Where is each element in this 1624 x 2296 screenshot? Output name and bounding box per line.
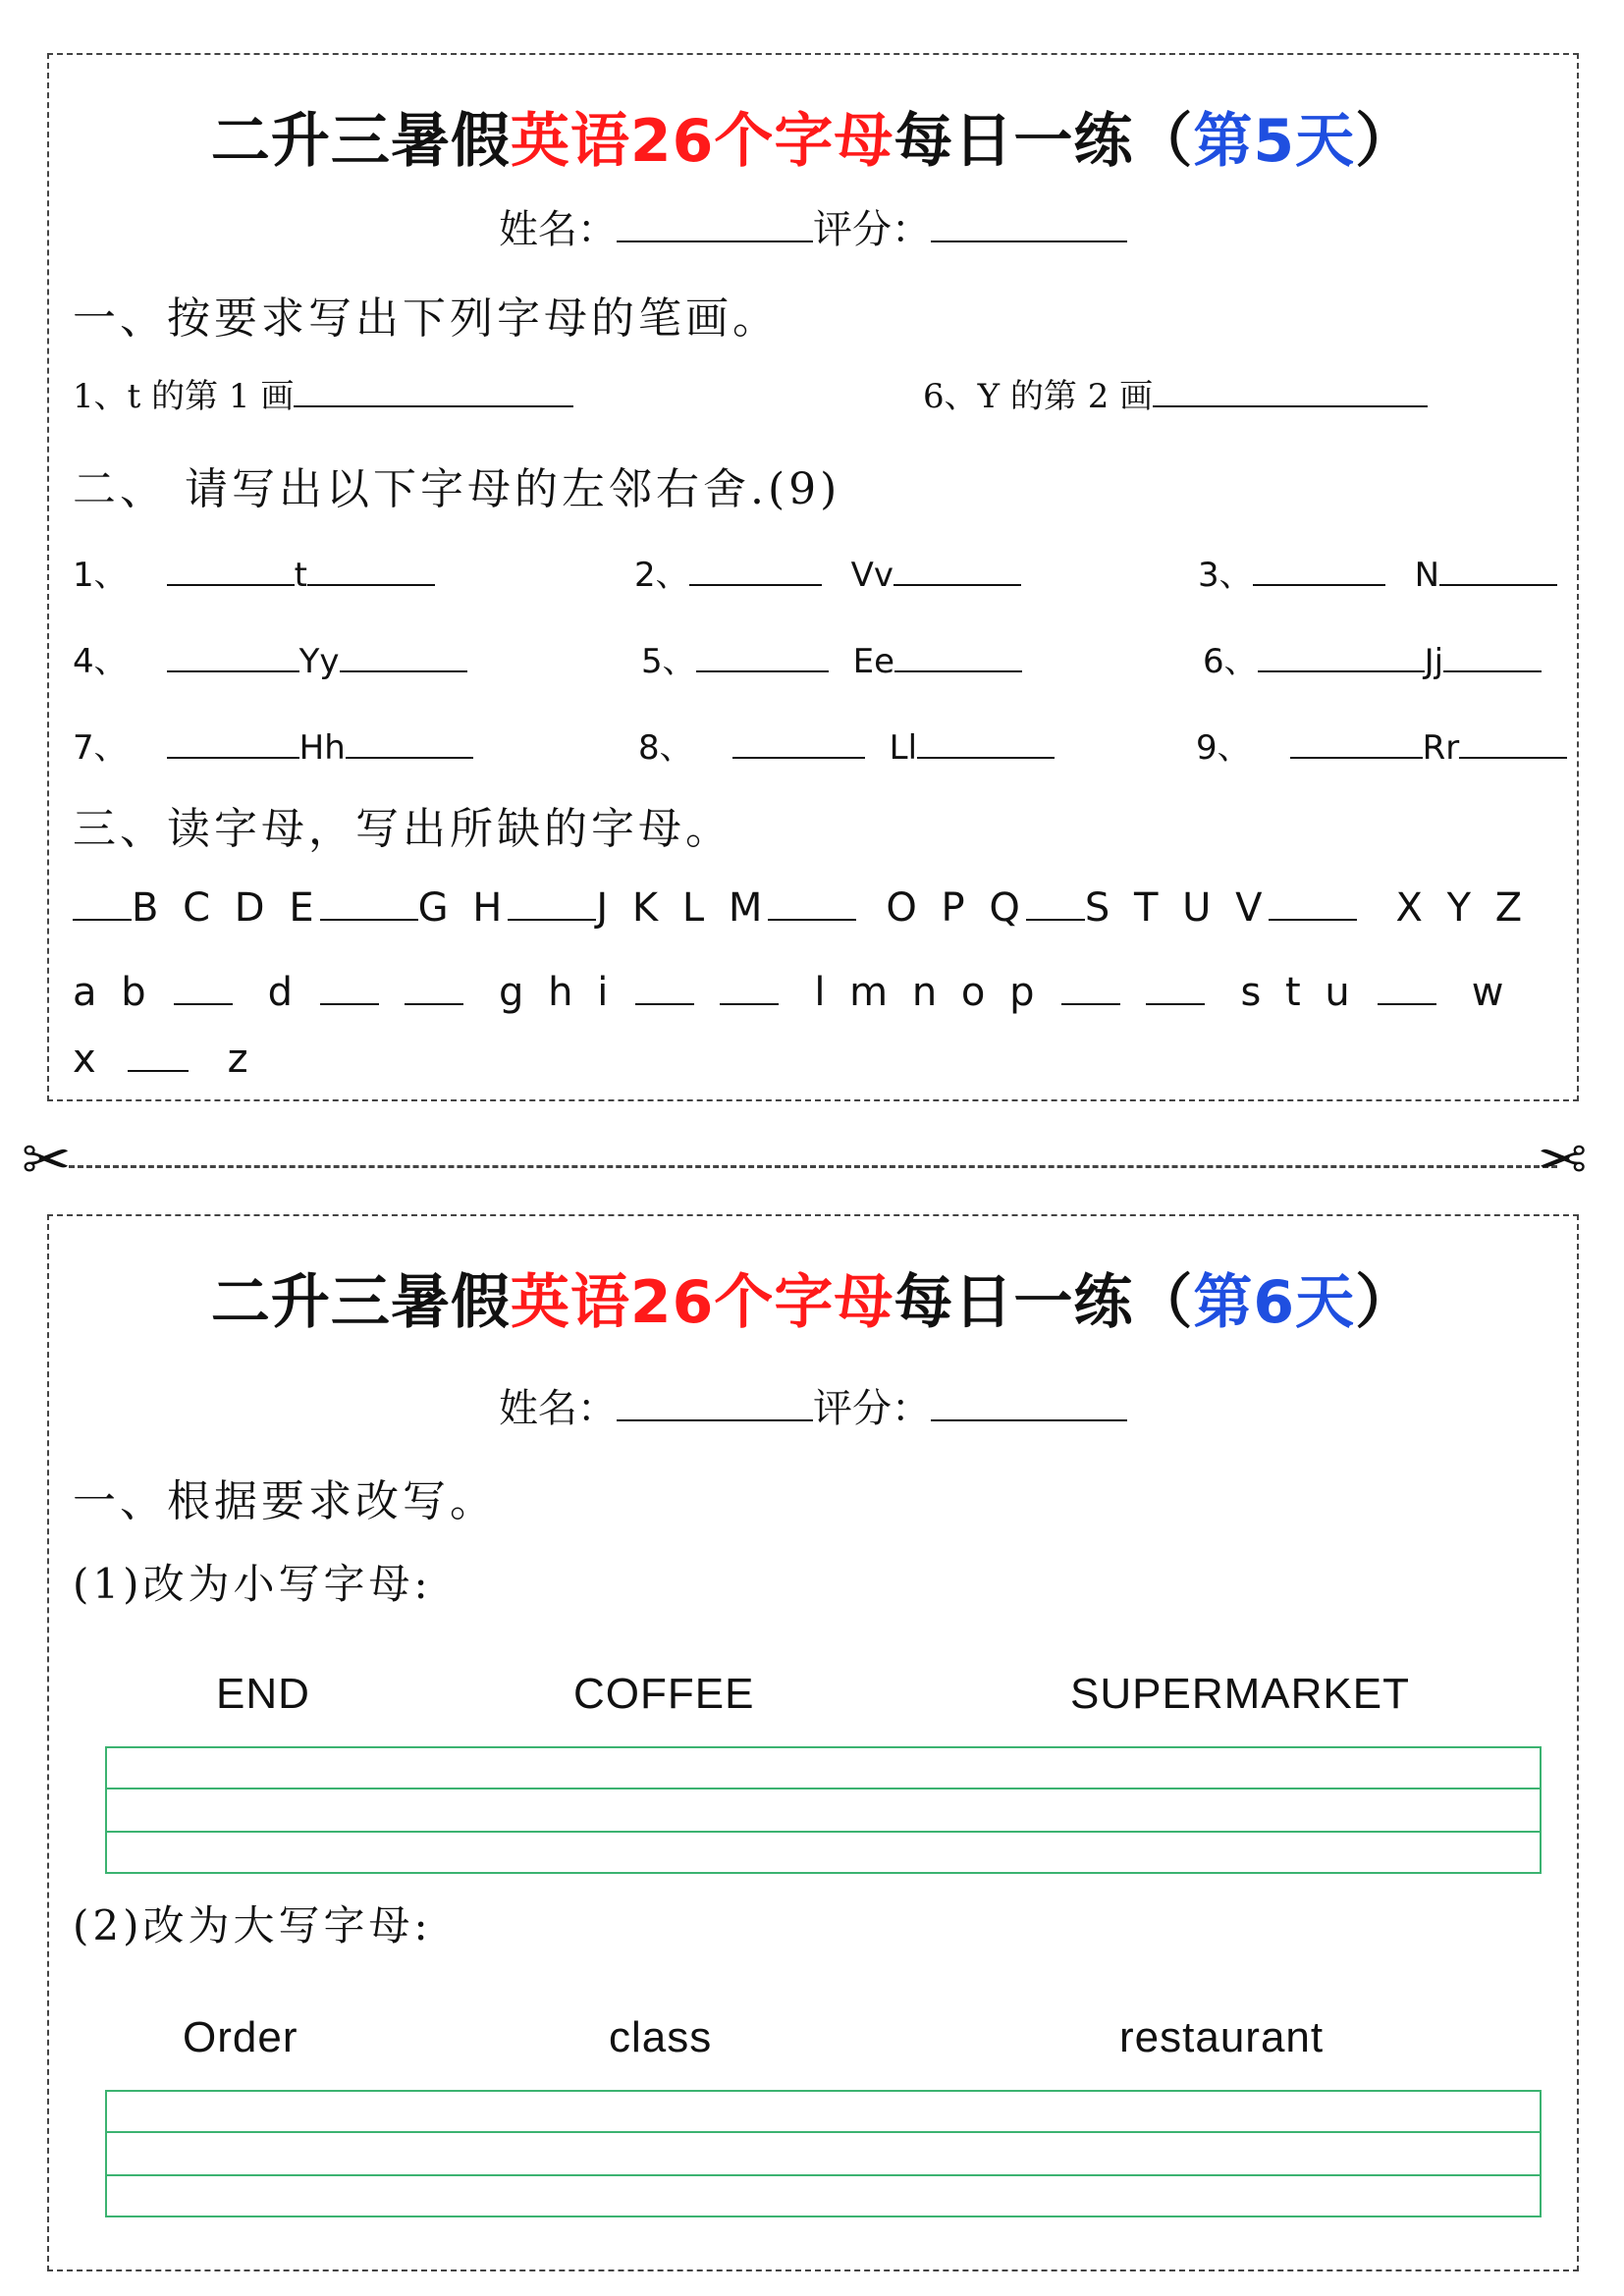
letters: O P Q [886, 885, 1026, 931]
missing-letter-blank[interactable] [1378, 1002, 1436, 1005]
neighbor-item [1198, 548, 1557, 596]
section-1-heading: 一、按要求写出下列字母的笔画。 [73, 294, 780, 344]
scissors-icon: ✂ [22, 1126, 72, 1195]
left-blank[interactable] [1253, 583, 1385, 586]
lowercase-alphabet-row-2 [73, 1037, 254, 1082]
letters: J K L M [596, 885, 769, 931]
letters: d [267, 970, 299, 1015]
worksheet-day5 [47, 53, 1579, 1101]
letters: G H [417, 885, 509, 931]
right-blank[interactable] [340, 669, 467, 672]
item-number: 9、 [1196, 728, 1251, 768]
item-letter: Yy [298, 642, 340, 681]
right-blank[interactable] [1459, 756, 1567, 759]
left-blank[interactable] [167, 669, 299, 672]
item-letter: Rr [1422, 728, 1460, 768]
cut-line [69, 1165, 1557, 1168]
right-blank[interactable] [1439, 583, 1557, 586]
title-highlight: 英语26个字母 [510, 1268, 894, 1337]
title-day: 第5天 [1193, 107, 1356, 176]
right-blank[interactable] [894, 669, 1022, 672]
letters: g h i [499, 970, 615, 1015]
left-blank[interactable] [167, 756, 299, 759]
item-letter: Ll [889, 728, 918, 768]
page-title [49, 94, 1577, 179]
neighbor-item [634, 548, 1021, 596]
name-score-bar [49, 1377, 1577, 1433]
left-blank[interactable] [689, 583, 822, 586]
missing-letter-blank[interactable] [320, 918, 418, 921]
grid-line [107, 1831, 1540, 1833]
item-letter: N [1414, 556, 1440, 595]
score-label: 评分： [813, 1386, 931, 1431]
missing-letter-blank[interactable] [635, 1002, 694, 1005]
name-label: 姓名： [499, 207, 617, 252]
grid-line [107, 2131, 1540, 2133]
item-letter: Ee [852, 642, 895, 681]
left-blank[interactable] [732, 756, 865, 759]
uppercase-alphabet-row [73, 885, 1528, 931]
name-label: 姓名： [499, 1386, 617, 1431]
letters: s t u [1240, 970, 1356, 1015]
right-blank[interactable] [1443, 669, 1542, 672]
missing-letter-blank[interactable] [768, 918, 856, 921]
score-label: 评分： [813, 207, 931, 252]
missing-letter-blank[interactable] [320, 1002, 379, 1005]
word-to-uppercase: restaurant [1119, 2013, 1325, 2061]
question-text: 1、t 的第 1 画 [73, 377, 295, 416]
left-blank[interactable] [1290, 756, 1423, 759]
item-number: 5、 [641, 642, 696, 681]
grid-line [107, 2174, 1540, 2176]
scissors-icon: ✂ [1538, 1126, 1588, 1195]
item-number: 1、 [73, 556, 128, 595]
neighbor-item [73, 721, 473, 769]
score-field[interactable] [931, 1418, 1127, 1421]
left-blank[interactable] [167, 583, 295, 586]
item-letter: t [294, 556, 307, 595]
right-blank[interactable] [893, 583, 1021, 586]
right-blank[interactable] [346, 756, 473, 759]
lowercase-alphabet-row [73, 970, 1510, 1015]
question-text: 6、Y 的第 2 画 [923, 377, 1154, 416]
letters: S T U V [1084, 885, 1269, 931]
missing-letter-blank[interactable] [128, 1069, 189, 1072]
missing-letter-blank[interactable] [1146, 1002, 1205, 1005]
letters: B C D E [132, 885, 320, 931]
page-title [49, 1255, 1577, 1340]
word-to-lowercase: COFFEE [573, 1670, 755, 1718]
word-to-lowercase: END [216, 1670, 310, 1718]
word-to-uppercase: Order [183, 2013, 298, 2061]
title-highlight: 英语26个字母 [510, 107, 894, 176]
missing-letter-blank[interactable] [720, 1002, 779, 1005]
title-part: 二升三暑假 [210, 1268, 511, 1337]
missing-letter-blank[interactable] [405, 1002, 463, 1005]
item-number: 3、 [1198, 556, 1253, 595]
section-1-heading: 一、根据要求改写。 [73, 1476, 497, 1526]
word-to-lowercase: SUPERMARKET [1070, 1670, 1410, 1718]
title-part: ） [1355, 107, 1416, 176]
neighbor-item [1203, 634, 1542, 682]
letters: a b [73, 970, 152, 1015]
letters: x [73, 1037, 102, 1082]
section-2-heading: 二、 请写出以下字母的左邻右舍.(9) [73, 464, 841, 514]
neighbor-item [638, 721, 1055, 769]
name-field[interactable] [617, 240, 813, 242]
word-to-uppercase: class [609, 2013, 713, 2061]
missing-letter-blank[interactable] [1269, 918, 1357, 921]
missing-letter-blank[interactable] [1061, 1002, 1120, 1005]
title-part: 二升三暑假 [210, 107, 511, 176]
item-number: 2、 [634, 556, 689, 595]
writing-grid[interactable] [105, 2090, 1542, 2217]
item-number: 6、 [1203, 642, 1258, 681]
title-part: ） [1355, 1268, 1416, 1337]
worksheet-day6 [47, 1214, 1579, 2271]
section-3-heading: 三、读字母，写出所缺的字母。 [73, 804, 732, 854]
letters: z [227, 1037, 254, 1082]
answer-blank[interactable] [1153, 404, 1428, 407]
missing-letter-blank[interactable] [174, 1002, 233, 1005]
subsection-lowercase-heading: (1)改为小写字母: [73, 1560, 432, 1608]
item-letter: Hh [298, 728, 346, 768]
stroke-question-6 [923, 369, 1428, 417]
letters: w [1471, 970, 1510, 1015]
item-number: 4、 [73, 642, 128, 681]
title-part: 每日一练（ [893, 107, 1194, 176]
grid-line [107, 1788, 1540, 1789]
item-letter: Jj [1424, 642, 1444, 681]
item-number: 7、 [73, 728, 128, 768]
title-part: 每日一练（ [893, 1268, 1194, 1337]
missing-letter-blank[interactable] [73, 918, 132, 921]
neighbor-item [1196, 721, 1567, 769]
letters: X Y Z [1395, 885, 1529, 931]
left-blank[interactable] [1258, 669, 1425, 672]
left-blank[interactable] [696, 669, 829, 672]
item-letter: Vv [850, 556, 894, 595]
neighbor-item [73, 634, 467, 682]
missing-letter-blank[interactable] [1026, 918, 1085, 921]
item-number: 8、 [638, 728, 693, 768]
answer-blank[interactable] [294, 404, 573, 407]
letters: l m n o p [814, 970, 1041, 1015]
neighbor-item [73, 548, 435, 596]
missing-letter-blank[interactable] [508, 918, 596, 921]
subsection-uppercase-heading: (2)改为大写字母: [73, 1901, 432, 1949]
name-field[interactable] [617, 1418, 813, 1421]
stroke-question-1 [73, 369, 573, 417]
right-blank[interactable] [307, 583, 435, 586]
title-day: 第6天 [1193, 1268, 1356, 1337]
writing-grid[interactable] [105, 1746, 1542, 1874]
neighbor-item [641, 634, 1022, 682]
right-blank[interactable] [917, 756, 1055, 759]
name-score-bar [49, 198, 1577, 254]
score-field[interactable] [931, 240, 1127, 242]
